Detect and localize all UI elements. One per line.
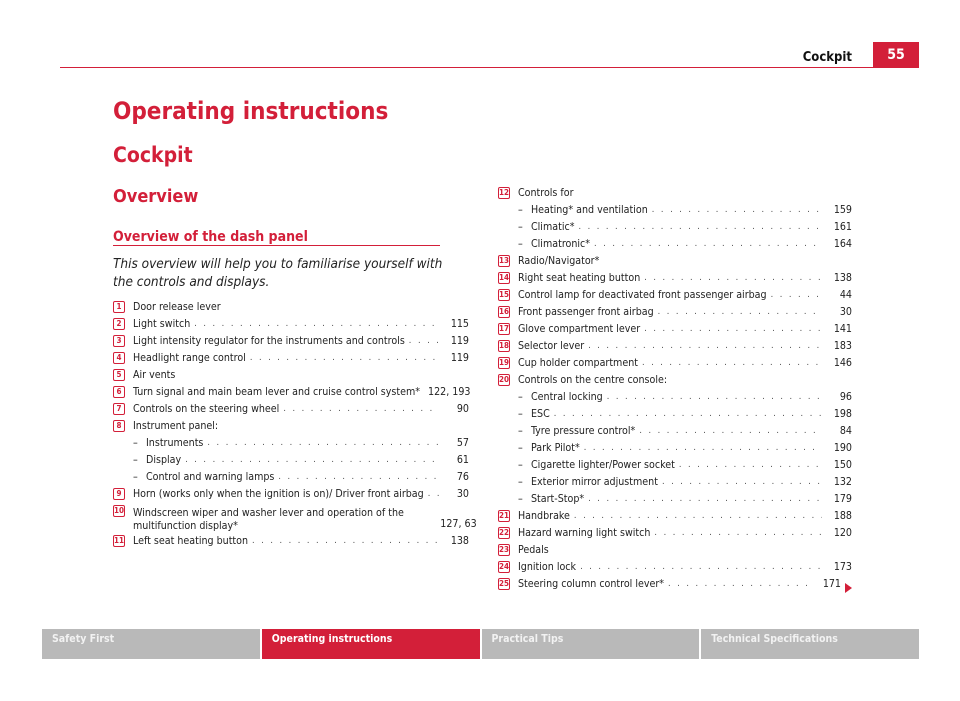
page-reference: 138: [450, 535, 469, 547]
callout-number-badge: 8: [113, 420, 125, 432]
page-reference: 90: [456, 403, 469, 415]
index-entry: [498, 491, 852, 508]
page-reference: 30: [456, 488, 469, 500]
index-entry: [498, 287, 852, 304]
entry-label-row: [518, 372, 852, 389]
entry-text: Start-Stop*: [531, 493, 585, 505]
dot-leader: [668, 579, 811, 589]
page-reference: 57: [456, 437, 469, 449]
entry-label-row: [518, 559, 852, 576]
entry-label-row: [531, 389, 852, 406]
callout-number-badge: 19: [499, 358, 510, 367]
entry-label-row: [518, 525, 852, 542]
dot-leader: [574, 511, 822, 521]
page-reference: 44: [839, 289, 852, 301]
callout-number-badge: 22: [499, 528, 510, 537]
entry-label-row: [531, 423, 852, 440]
entry-text: Turn signal and main beam lever and cruise control system*: [133, 386, 421, 398]
dot-leader: [679, 460, 822, 470]
section-heading: Operating instructions: [113, 97, 389, 125]
dot-leader: [607, 392, 822, 402]
callout-number-badge: 15: [499, 290, 510, 299]
dot-leader: [771, 290, 822, 300]
entry-label-row: [133, 299, 469, 316]
entry-text: Ignition lock: [518, 561, 577, 573]
entry-text: Windscreen wiper and washer lever and operation of the multifunction display*: [133, 507, 404, 532]
entry-label-row: [531, 202, 852, 219]
page-reference: 159: [833, 204, 852, 216]
index-entry: [113, 435, 469, 452]
callout-number-badge: 17: [499, 324, 510, 333]
index-entry: [498, 457, 852, 474]
callout-number-badge: 14: [499, 273, 510, 282]
entry-label-row: [531, 440, 852, 457]
callout-number-badge: 9: [113, 488, 125, 500]
entry-text: Handbrake: [518, 510, 570, 522]
page-reference: 171: [822, 578, 841, 590]
page-reference: 96: [839, 391, 852, 403]
index-entry: [498, 389, 852, 406]
subchapter-heading: Overview: [113, 186, 199, 207]
callout-number-badge: 18: [499, 341, 510, 350]
entry-label-row: [518, 508, 852, 525]
entry-label-row: [518, 304, 852, 321]
dot-leader: [588, 341, 822, 351]
page-reference: 164: [833, 238, 852, 250]
callout-number-badge: 5: [113, 369, 125, 381]
page-reference: 141: [833, 323, 852, 335]
index-entry: [498, 559, 852, 576]
entry-label-row: [531, 236, 852, 253]
page-reference: 173: [833, 561, 852, 573]
entry-label-row: [133, 333, 469, 350]
callout-number-badge: 16: [499, 307, 510, 316]
entry-label-row: [518, 270, 852, 287]
index-entry: [498, 474, 852, 491]
entry-label-row: [531, 406, 852, 423]
dash-panel-index-left: [113, 299, 477, 550]
sub-entry-dash: –: [518, 493, 523, 505]
index-entry: [498, 202, 852, 219]
dot-leader: [639, 426, 822, 436]
entry-label-row: [146, 452, 469, 469]
entry-text: ESC: [531, 408, 550, 420]
page-reference: 190: [833, 442, 852, 454]
entry-text: Climatic*: [531, 221, 575, 233]
footer-tab-practical-tips[interactable]: Practical Tips: [482, 629, 702, 659]
entry-label-row: [531, 474, 852, 491]
entry-text: Cup holder compartment: [518, 357, 638, 369]
entry-label-row: [133, 316, 469, 333]
index-entry: [498, 372, 852, 389]
page-reference: 119: [450, 335, 469, 347]
page-reference: 127, 63: [440, 518, 477, 530]
index-entry: [498, 321, 852, 338]
entry-text: Instrument panel:: [133, 420, 219, 432]
callout-number-badge: 21: [499, 511, 510, 520]
entry-text: Control lamp for deactivated front passenger airbag: [518, 289, 767, 301]
page-reference: 179: [833, 493, 852, 505]
intro-paragraph: This overview will help you to familiarise yourself with the controls and displays.: [113, 256, 443, 290]
entry-label-row: [133, 384, 469, 401]
entry-text: Headlight range control: [133, 352, 246, 364]
page-reference: 146: [833, 357, 852, 369]
topic-heading-rule: [113, 245, 440, 246]
entry-text: Right seat heating button: [518, 272, 641, 284]
index-entry: [498, 423, 852, 440]
entry-label-row: [518, 576, 852, 593]
page-number-badge: 55: [873, 42, 919, 68]
index-entry: [113, 333, 469, 350]
chapter-heading: Cockpit: [113, 143, 193, 167]
entry-text: Door release lever: [133, 301, 221, 313]
entry-label-row: [133, 503, 477, 533]
sub-entry-dash: –: [518, 221, 523, 233]
entry-text: Air vents: [133, 369, 176, 381]
sub-entry-dash: –: [133, 454, 138, 466]
dot-leader: [644, 324, 822, 334]
callout-number-badge: 1: [113, 301, 125, 313]
callout-number-badge: 3: [113, 335, 125, 347]
sub-entry-dash: –: [518, 408, 523, 420]
page-reference: 161: [833, 221, 852, 233]
entry-text: Steering column control lever*: [518, 578, 665, 590]
entry-text: Front passenger front airbag: [518, 306, 654, 318]
index-entry: [113, 469, 469, 486]
callout-number-badge: 23: [499, 545, 510, 554]
entry-label-row: [518, 253, 852, 270]
entry-label-row: [531, 219, 852, 236]
index-entry: [498, 525, 852, 542]
running-header-title: Cockpit: [802, 50, 852, 65]
index-entry: [498, 542, 852, 559]
entry-text: Controls on the centre console:: [518, 374, 668, 386]
entry-label-row: [133, 350, 469, 367]
entry-text: Tyre pressure control*: [531, 425, 636, 437]
entry-label-row: [531, 457, 852, 474]
entry-text: Radio/Navigator*: [518, 255, 600, 267]
dot-leader: [283, 404, 439, 414]
page-reference: 84: [839, 425, 852, 437]
entry-text: Hazard warning light switch: [518, 527, 651, 539]
callout-number-badge: 13: [499, 256, 510, 265]
dot-leader: [207, 438, 439, 448]
footer-tab-technical-specifications[interactable]: Technical Specifications: [701, 629, 919, 659]
dot-leader: [644, 273, 822, 283]
topic-heading: Overview of the dash panel: [113, 229, 308, 245]
index-entry: [113, 418, 469, 435]
dot-leader: [588, 494, 822, 504]
index-entry: [113, 486, 469, 503]
entry-label-row: [518, 355, 852, 372]
entry-text: Light intensity regulator for the instruments and controls: [133, 335, 405, 347]
sub-entry-dash: –: [518, 476, 523, 488]
header-rule: [60, 67, 873, 68]
entry-label-row: [133, 401, 469, 418]
index-entry: [498, 304, 852, 321]
entry-text: Controls for: [518, 187, 574, 199]
entry-label-row: [518, 321, 852, 338]
dot-leader: [584, 443, 822, 453]
index-entry: [113, 503, 477, 533]
dot-leader: [580, 562, 822, 572]
entry-text: Control and warning lamps: [146, 471, 275, 483]
index-entry: [498, 270, 852, 287]
index-entry: [113, 533, 469, 550]
callout-number-badge: 4: [113, 352, 125, 364]
page-reference: 61: [456, 454, 469, 466]
dot-leader: [578, 222, 822, 232]
entry-text: Central locking: [531, 391, 603, 403]
index-entry: [113, 452, 469, 469]
callout-number-badge: 7: [113, 403, 125, 415]
section-tab-bar: [42, 629, 919, 659]
index-entry: [498, 338, 852, 355]
dot-leader: [428, 489, 439, 499]
dash-panel-index-right: [498, 185, 852, 593]
dot-leader: [642, 358, 822, 368]
index-entry: [113, 384, 469, 401]
index-entry: [498, 440, 852, 457]
entry-label-row: [133, 418, 469, 435]
callout-number-badge: 6: [113, 386, 125, 398]
index-entry: [498, 508, 852, 525]
index-entry: [498, 253, 852, 270]
page-reference: 198: [833, 408, 852, 420]
callout-number-badge: 24: [499, 562, 510, 571]
page-reference: 188: [833, 510, 852, 522]
callout-number-badge: 20: [499, 375, 510, 384]
page-reference: 30: [839, 306, 852, 318]
dot-leader: [185, 455, 439, 465]
sub-entry-dash: –: [518, 204, 523, 216]
sub-entry-dash: –: [518, 425, 523, 437]
callout-number-badge: 25: [499, 579, 510, 588]
dot-leader: [652, 205, 822, 215]
entry-label-row: [518, 542, 852, 559]
index-entry: [498, 406, 852, 423]
index-entry: [113, 350, 469, 367]
dot-leader: [554, 409, 822, 419]
entry-label-row: [133, 533, 469, 550]
entry-text: Light switch: [133, 318, 191, 330]
index-entry: [498, 236, 852, 253]
entry-text: Cigarette lighter/Power socket: [531, 459, 675, 471]
entry-text: Display: [146, 454, 182, 466]
continue-arrow-icon: [845, 583, 852, 593]
index-entry: [498, 185, 852, 202]
index-entry: [498, 219, 852, 236]
page-reference: 138: [833, 272, 852, 284]
page-reference: 120: [833, 527, 852, 539]
entry-text: Pedals: [518, 544, 549, 556]
dot-leader: [654, 528, 822, 538]
entry-text: Climatronic*: [531, 238, 591, 250]
dot-leader: [194, 319, 439, 329]
entry-text: Glove compartment lever: [518, 323, 641, 335]
index-entry: [113, 367, 469, 384]
dot-leader: [278, 472, 439, 482]
page-reference: 119: [450, 352, 469, 364]
entry-label-row: [531, 491, 852, 508]
entry-label-row: [518, 287, 852, 304]
index-entry: [498, 355, 852, 372]
entry-label-row: [133, 367, 469, 384]
index-entry: [113, 401, 469, 418]
callout-number-badge: 11: [114, 536, 125, 545]
callout-number-badge: 12: [499, 188, 510, 197]
page-reference: 76: [456, 471, 469, 483]
sub-entry-dash: –: [518, 442, 523, 454]
dot-leader: [658, 307, 822, 317]
entry-text: Left seat heating button: [133, 535, 249, 547]
entry-label-row: [518, 338, 852, 355]
dot-leader: [594, 239, 822, 249]
dot-leader: [250, 353, 439, 363]
entry-text: Controls on the steering wheel: [133, 403, 280, 415]
sub-entry-dash: –: [133, 471, 138, 483]
page-reference: 132: [833, 476, 852, 488]
callout-number-badge: 2: [113, 318, 125, 330]
entry-text: Horn (works only when the ignition is on)/ Driver front airbag: [133, 488, 424, 500]
sub-entry-dash: –: [133, 437, 138, 449]
dot-leader: [662, 477, 822, 487]
index-entry: [113, 299, 469, 316]
index-entry: [113, 316, 469, 333]
entry-label-row: [146, 469, 469, 486]
entry-text: Selector lever: [518, 340, 585, 352]
footer-tab-safety-first[interactable]: Safety First: [42, 629, 262, 659]
entry-text: Instruments: [146, 437, 204, 449]
callout-number-badge: 10: [114, 506, 125, 515]
footer-tab-operating-instructions[interactable]: Operating instructions: [262, 629, 482, 659]
entry-text: Heating* and ventilation: [531, 204, 648, 216]
entry-text: Park Pilot*: [531, 442, 580, 454]
sub-entry-dash: –: [518, 391, 523, 403]
entry-label-row: [146, 435, 469, 452]
dot-leader: [252, 536, 439, 546]
entry-label-row: [518, 185, 852, 202]
page-reference: 150: [833, 459, 852, 471]
index-entry: [498, 576, 852, 593]
page-reference: 183: [833, 340, 852, 352]
dot-leader: [409, 336, 439, 346]
page-reference: 122, 193: [428, 386, 471, 398]
page-reference: 115: [450, 318, 469, 330]
sub-entry-dash: –: [518, 459, 523, 471]
entry-label-row: [133, 486, 469, 503]
entry-text: Exterior mirror adjustment: [531, 476, 658, 488]
sub-entry-dash: –: [518, 238, 523, 250]
